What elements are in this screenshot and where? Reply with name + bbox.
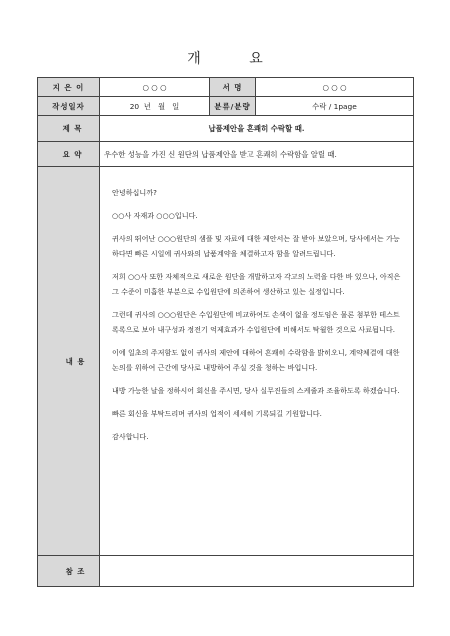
subject-value[interactable]: 납품제안을 흔쾌히 수락할 때. xyxy=(100,116,414,142)
summary-value[interactable]: 우수한 성능을 가진 신 원단의 납품제안을 받고 흔쾌히 수락함을 알릴 때. xyxy=(100,142,414,167)
content-label: 내 용 xyxy=(38,167,100,556)
reference-label: 참 조 xyxy=(38,556,100,587)
category-value[interactable]: 수락 / 1page xyxy=(256,97,414,116)
signature-label: 서 명 xyxy=(210,78,256,97)
content-paragraph: 저희 ○○사 또한 자체적으로 새로운 원단을 개발하고자 각고의 노력을 다한 바 있으나, 아직은 그 수준이 미흡한 부분으로 수입원단에 의존하여 생산하고 있는 실정입니다. xyxy=(112,272,401,296)
content-body[interactable] xyxy=(100,167,414,556)
content-paragraph: 귀사의 뛰어난 ○○○원단의 샘플 및 자료에 대한 제안서는 잘 받아 보았으며, 당사에서는 가능하다면 빠른 시일에 귀사와의 납품계약을 체결하고자 함을 알려드립니다. xyxy=(112,234,400,258)
content-paragraph: 이에 일초의 주저함도 없이 귀사의 제안에 대하여 흔쾌히 수락함을 밝히오니, 계약체결에 대한 논의를 위하여 근간에 당사로 내방하여 주실 것을 청하는 바입니다. xyxy=(112,348,400,372)
content-paragraph: 그런데 귀사의 ○○○원단은 수입원단에 비교하여도 손색이 없을 정도임은 물론 첨부한 테스트록록으로 보아 내구성과 정전기 억제효과가 수입원단에 비해서도 탁월한 것으로 사료됩니다. xyxy=(112,310,400,334)
summary-row xyxy=(38,142,414,167)
content-paragraph: 감사합니다. xyxy=(112,432,149,441)
overview-table xyxy=(37,77,414,587)
subject-label: 제 목 xyxy=(38,116,100,142)
subject-row xyxy=(38,116,414,142)
content-paragraph: ○○사 자재과 ○○○입니다. xyxy=(112,211,198,220)
content-paragraph: 빠른 회신을 부탁드리며 귀사의 업적이 세세히 기록되길 기원합니다. xyxy=(112,409,322,418)
signature-value[interactable]: ○ ○ ○ xyxy=(256,78,414,97)
author-row xyxy=(38,78,414,97)
page-title: 개 요 xyxy=(187,51,285,67)
content-paragraph: 내방 가능한 날을 정하시어 회신을 주시면, 당사 실무진들의 스케줄과 조율하도록 하겠습니다. xyxy=(112,386,400,395)
reference-value[interactable] xyxy=(100,556,414,587)
content-row xyxy=(38,167,414,556)
date-value[interactable]: 20 년 월 일 xyxy=(100,97,210,116)
category-label: 분류/분량 xyxy=(210,97,256,116)
author-label: 지 은 이 xyxy=(38,78,100,97)
author-value[interactable]: ○ ○ ○ xyxy=(100,78,210,97)
date-label: 작성일자 xyxy=(38,97,100,116)
date-row xyxy=(38,97,414,116)
content-paragraph: 안녕하십니까? xyxy=(112,188,157,197)
summary-label: 요 약 xyxy=(38,142,100,167)
reference-row xyxy=(38,556,414,587)
